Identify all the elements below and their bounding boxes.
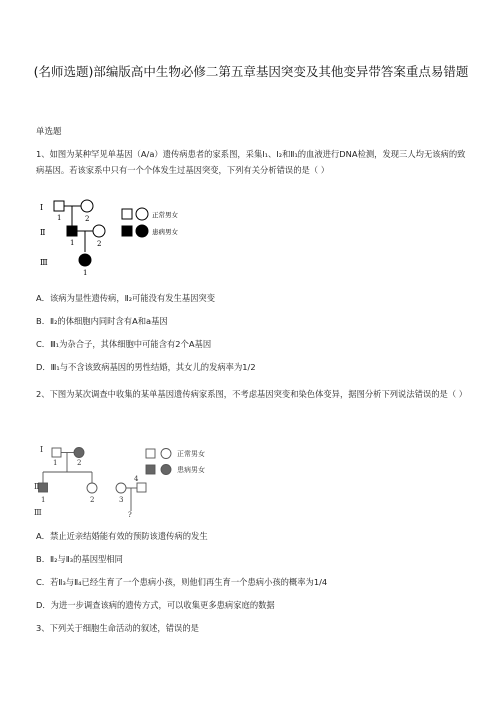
individual-id: 2 [77,459,82,467]
pedigree-male-affected [67,226,77,236]
legend-female-normal [136,208,148,220]
question-2-option-c: C．若Ⅱ₃与Ⅱ₄已经生育了一个患病小孩，则他们再生育一个患病小孩的概率为1/4 [36,577,328,587]
pedigree-female-normal [81,200,93,212]
legend-male-affected [146,465,155,474]
legend-affected-label: 患病男女 [177,466,205,474]
question-1-option-a: A．该病为显性遗传病，Ⅱ₂可能没有发生基因突变 [36,293,216,303]
legend-normal-label: 正常男女 [152,211,178,219]
pedigree-male-normal [137,483,146,492]
legend-male-affected [122,226,132,236]
legend-female-affected [161,465,171,475]
legend-female-affected [136,225,148,237]
question-2-pedigree [36,441,256,519]
individual-id: 2 [85,215,90,223]
legend-female-normal [161,449,171,459]
pedigree-male-normal [52,448,61,457]
question-1-option-c: C．Ⅲ₁为杂合子，其体细胞中可能含有2个A基因 [36,339,212,349]
question-2-option-b: B．Ⅱ₂与Ⅱ₃的基因型相同 [36,554,123,564]
individual-id: 2 [97,240,102,248]
legend-affected-label: 患病男女 [152,228,178,236]
generation-label: Ⅰ [40,445,44,454]
generation-label: Ⅰ [40,203,44,212]
pedigree-female-affected [74,448,84,458]
pedigree-female-normal [116,483,126,493]
individual-id: 4 [134,475,139,483]
pedigree-female-affected [79,254,91,266]
question-1-pedigree [36,196,216,278]
question-1-option-b: B．Ⅱ₂的体细胞内同时含有A和a基因 [36,316,168,326]
legend-normal-label: 正常男女 [177,450,205,458]
individual-id: 1 [83,269,88,277]
legend-male-normal [122,209,132,219]
generation-label: Ⅲ [34,508,42,517]
question-1-option-d: D．Ⅲ₁与不含该致病基因的男性结婚，其女儿的发病率为1/2 [36,362,256,372]
pedigree-male-affected [39,483,48,492]
question-3-stem: 3、下列关于细胞生命活动的叙述，错误的是 [36,623,199,633]
individual-id: 1 [41,496,46,504]
section-heading: 单选题 [36,127,62,137]
question-2-option-a: A．禁止近亲结婚能有效的预防该遗传病的发生 [36,531,208,541]
individual-id: 2 [90,496,95,504]
individual-id: 1 [70,239,75,247]
legend-male-normal [146,449,155,458]
pedigree-female-normal [87,483,97,493]
question-1-stem: 1、如图为某种罕见单基因（A/a）遗传病患者的家系图，采集Ⅰ₁、Ⅰ₂和Ⅱ₁的血液进行DNA检测，发现三人均无该病的致病基因。若该家系中只有一个个体发生过基因突变，下列有关分析错误的是（ ） [36,149,466,175]
generation-label: Ⅲ [40,258,48,267]
generation-label: Ⅱ [34,482,40,491]
question-2-option-d: D．为进一步调查该病的遗传方式，可以收集更多患病家庭的数据 [36,600,275,610]
individual-id: 1 [53,459,58,467]
unknown-child-mark: ? [128,511,132,519]
question-2-stem: 2、下图为某次调查中收集的某单基因遗传病家系图，不考虑基因突变和染色体变异，据图分析下列说法错误的是（ ） [36,389,468,399]
pedigree-female-normal [93,225,105,237]
generation-label: Ⅱ [40,228,46,237]
pedigree-male-normal [54,201,64,211]
individual-id: 1 [57,214,62,222]
page-title: (名师选题)部编版高中生物必修二第五章基因突变及其他变异带答案重点易错题 [33,64,469,79]
individual-id: 3 [119,496,124,504]
